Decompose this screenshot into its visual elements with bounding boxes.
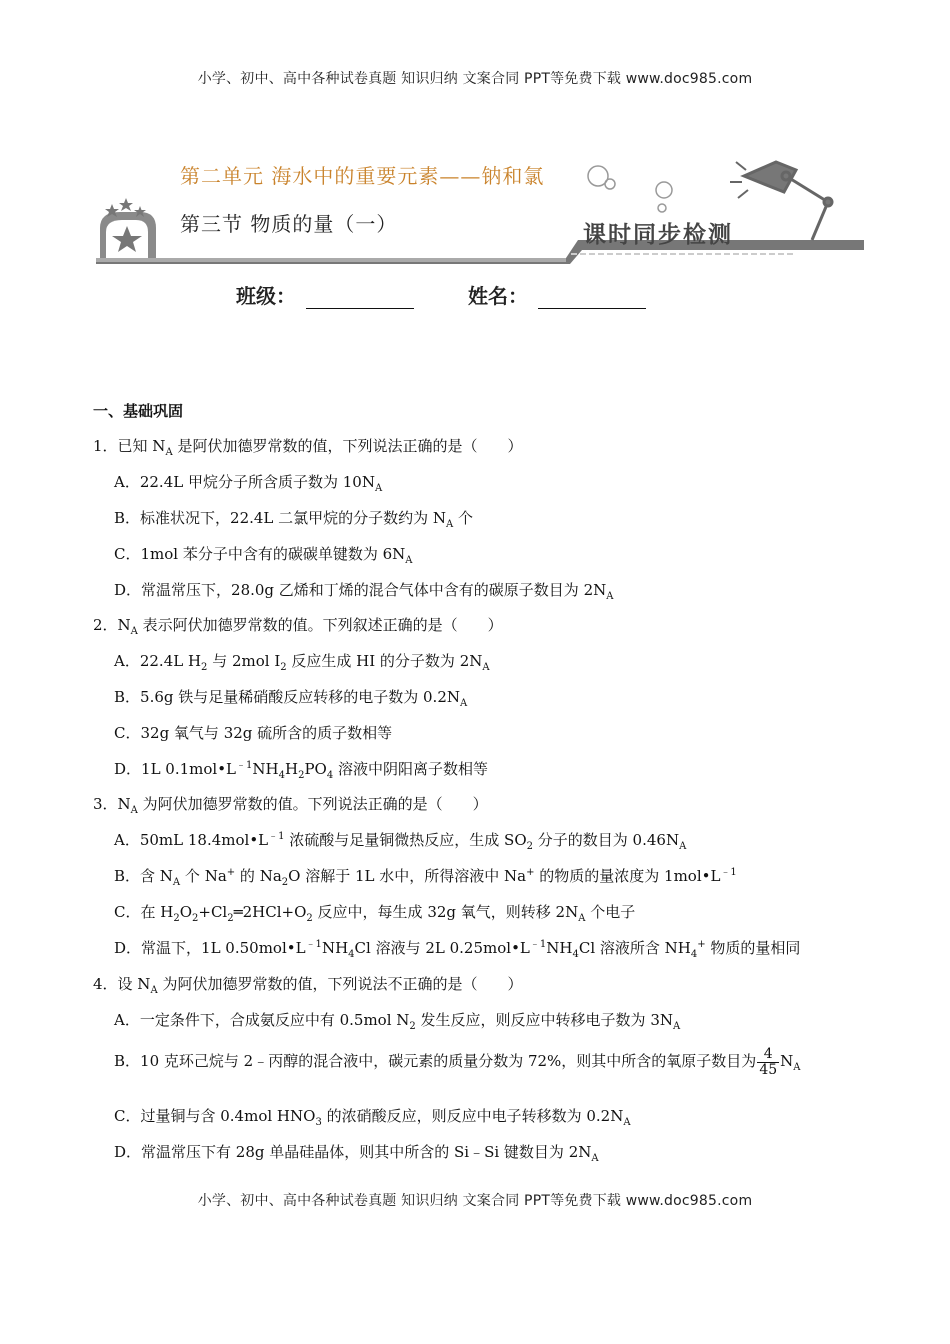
question-1-option-a[interactable]: A．22.4L 甲烷分子所含质子数为 $10N_A$ xyxy=(114,473,383,494)
question-4-stem: 4．设 $N_A$ 为阿伏加德罗常数的值，下列说法不正确的是（ ） xyxy=(93,975,523,996)
unit-title: 第二单元 海水中的重要元素——钠和氯 xyxy=(180,164,545,188)
section-title: 第三节 物质的量（一） xyxy=(180,212,398,236)
name-blank[interactable] xyxy=(538,288,646,309)
question-3-stem: 3．$N_A$ 为阿伏加德罗常数的值。下列说法正确的是（ ） xyxy=(93,795,488,816)
footer-watermark: 小学、初中、高中各种试卷真题 知识归纳 文案合同 PPT等免费下载 www.doc985.com xyxy=(197,1193,753,1209)
class-field[interactable] xyxy=(236,280,414,309)
stamp-text: 课时同步检测 xyxy=(583,222,733,248)
question-1-stem: 1．已知 $N_A$ 是阿伏加德罗常数的值，下列说法正确的是（ ） xyxy=(93,437,523,458)
header-watermark: 小学、初中、高中各种试卷真题 知识归纳 文案合同 PPT等免费下载 www.doc985.com xyxy=(197,71,753,87)
question-1-option-c[interactable]: C．1mol 苯分子中含有的碳碳单键数为 $6N_A$ xyxy=(114,545,413,566)
question-4-option-d[interactable]: D．常温常压下有 28g 单晶硅晶体，则其中所含的 Si﹣Si 键数目为 $2N_A$ xyxy=(114,1143,599,1164)
question-4-option-c[interactable]: C．过量铜与含 0.4mol $HNO_3$ 的浓硝酸反应，则反应中电子转移数为 $0.2N_A$ xyxy=(114,1107,631,1128)
question-4-option-b[interactable]: B．10 克环己烷与 2﹣丙醇的混合液中，碳元素的质量分数为 72%，则其中所含的氧原子数目为 $\frac{4}{45}$ $N_A$ xyxy=(114,1045,801,1078)
star-badge-icon xyxy=(100,198,156,258)
question-1-option-d[interactable]: D．常温常压下，28.0g 乙烯和丁烯的混合气体中含有的碳原子数目为 $2N_A$ xyxy=(114,581,614,602)
question-2-stem: 2．$N_A$ 表示阿伏加德罗常数的值。下列叙述正确的是（ ） xyxy=(93,616,503,637)
name-field[interactable] xyxy=(468,280,646,309)
question-3-option-b[interactable]: B．含 $N_A$ 个 Na+ 的 $Na_2O$ 溶解于 1L 水中，所得溶液中 Na+ 的物质的量浓度为 $1mol•L^{﹣1}$ xyxy=(114,867,737,888)
question-3-option-a[interactable]: A．50mL $18.4mol•L^{﹣1}$ 浓硫酸与足量铜微热反应，生成 $SO_2$ 分子的数目为 $0.46N_A$ xyxy=(114,831,687,852)
question-4-option-a[interactable]: A．一定条件下，合成氨反应中有 0.5mol $N_2$ 发生反应，则反应中转移电子数为 $3N_A$ xyxy=(114,1011,681,1032)
section-heading: 一、基础巩固 xyxy=(93,402,184,420)
bubbles-icon xyxy=(588,166,672,212)
question-2-option-d[interactable]: D．1L $0.1mol•L^{﹣1}NH_4H_2PO_4$ 溶液中阴阳离子数相等 xyxy=(114,760,488,781)
title-banner xyxy=(96,140,864,270)
fraction: $\frac{4}{45}$ xyxy=(759,1045,778,1078)
question-2-option-c[interactable]: C．32g 氧气与 32g 硫所含的质子数相等 xyxy=(114,724,393,742)
name-label: 姓名： xyxy=(468,284,528,308)
question-3-option-c[interactable]: C．在 $H_2O_2+Cl_2═2HCl+O_2$ 反应中，每生成 32g 氧气，则转移 $2N_A$ 个电子 xyxy=(114,903,636,924)
class-label: 班级： xyxy=(236,284,296,308)
question-3-option-d[interactable]: D．常温下，1L $0.50mol•L^{﹣1}NH_4Cl$ 溶液与 2L $0.25mol•L^{﹣1}NH_4Cl$ 溶液所含 $NH_4^+$ 物质的量相同 xyxy=(114,939,801,960)
question-1-option-b[interactable]: B．标准状况下，22.4L 二氯甲烷的分子数约为 $N_A$ 个 xyxy=(114,509,474,530)
question-2-option-b[interactable]: B．5.6g 铁与足量稀硝酸反应转移的电子数为 $0.2N_A$ xyxy=(114,688,468,709)
question-2-option-a[interactable]: A．22.4L $H_2$ 与 2mol $I_2$ 反应生成 HI 的分子数为 $2N_A$ xyxy=(114,652,490,673)
class-blank[interactable] xyxy=(306,288,414,309)
